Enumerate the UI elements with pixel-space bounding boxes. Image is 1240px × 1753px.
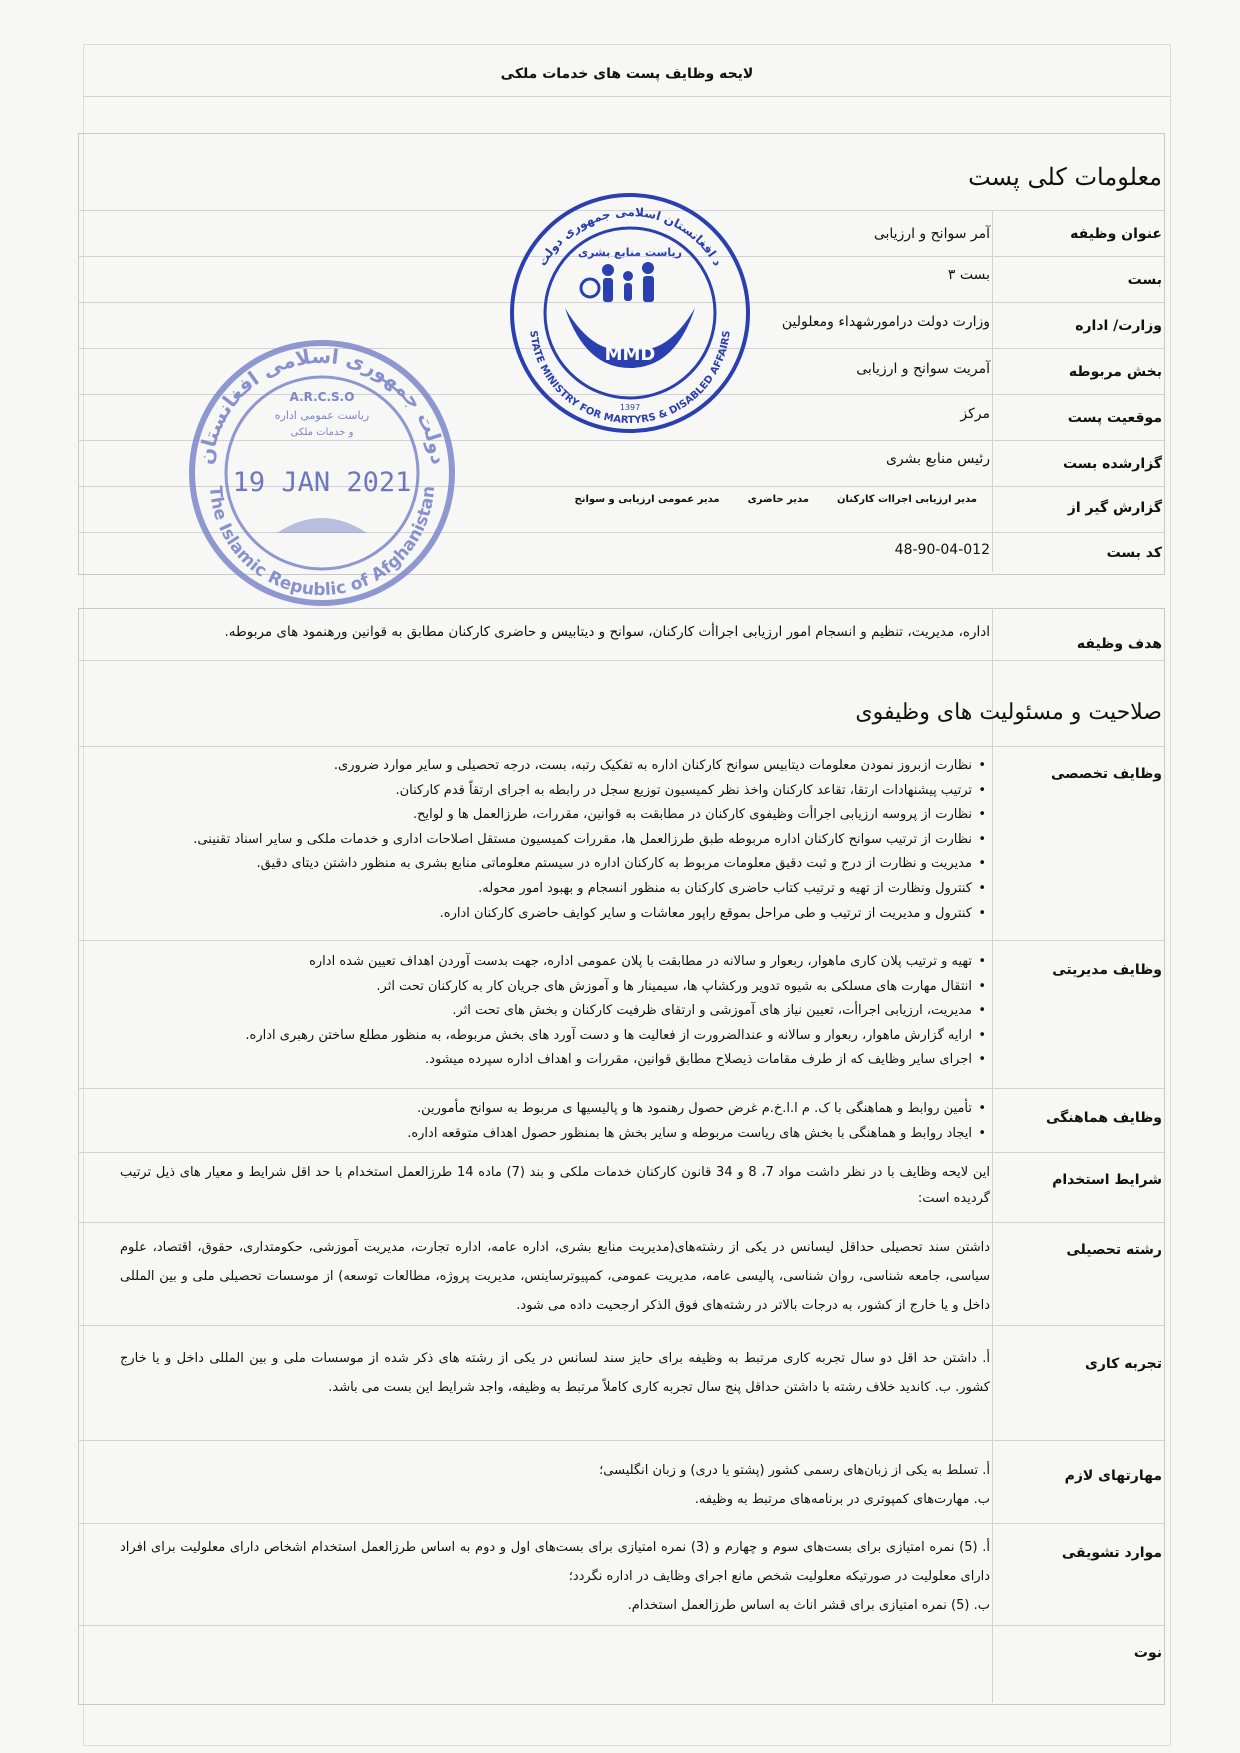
specialized-duties-label: وظایف تخصصی [1050, 766, 1162, 782]
duty-item: • کنترول ونظارت از تهیه و ترتیب کتاب حاضری کارکنان به منظور انسجام و بهبود امور محوله. [92, 877, 972, 902]
seal-top-text: د افغانستان اسلامی جمهوری دولت [535, 204, 725, 269]
duty-item: • تهیه و ترتیب پلان کاری ماهوار، ربعوار و سالانه در مطابقت با پلان عمومی اداره، جهت بدست آوردن اهداف تعیین شده اداره [92, 950, 972, 975]
duty-item: • ایجاد روابط و هماهنگی با بخش های ریاست مربوطه و سایر بخش ها بمنظور حصول اهداف متوقعه اداره. [92, 1122, 972, 1147]
duty-item: • نظارت از پروسه ارزیابی اجراأت وظیفوی کارکنان در مطابقت به قوانین، مقررات، طرزالعمل ها و لوایح. [92, 803, 972, 828]
resp-column-divider [992, 608, 993, 1703]
field-value-department: آمریت سوانح و ارزیابی [856, 361, 990, 377]
specialized-duties-list [92, 754, 990, 926]
resp-row-divider [78, 1152, 1164, 1153]
field-label-grade: بست [1127, 272, 1162, 288]
field-label-job-title: عنوان وظیفه [1070, 226, 1162, 242]
date-stamp [182, 333, 462, 613]
field-value-post-code: 48-90-04-012 [894, 542, 990, 558]
field-value-location: مرکز [960, 406, 990, 422]
resp-row-divider [78, 940, 1164, 941]
duty-item: • اجرای سایر وظایف که از طرف مقامات ذیصلاح مطابق قوانین، مقررات و اهداف اداره سپرده میشود. [92, 1048, 972, 1073]
duty-item: • مدیریت و نظارت از درج و ثبت دقیق معلومات مربوط به کارکنان اداره در سیستم معلوماتی منابع بشری به منظور داشتن دیتای دقیق. [92, 852, 972, 877]
svg-text:دولت جمهوری اسلامی افغانستان [193, 344, 451, 466]
purpose-text: اداره، مدیریت، تنظیم و انسجام امور ارزیابی اجراأت کارکنان، سوانح و دیتابیس و حاضری کارکنان مطابق به قوانین ورهنمود های مربوطه. [224, 624, 990, 640]
resp-row-divider [78, 1222, 1164, 1223]
resp-row-divider [78, 1440, 1164, 1441]
responsibilities-title: صلاحیت و مسئولیت های وظیفوی [855, 700, 1162, 725]
conditions-text: این لایحه وظایف با در نظر داشت مواد 7، 8 و 34 قانون کارکنان خدمات ملکی و بند (7) ماده 14 طرزالعمل استخدام با حد اقل شرایط و معیار های ذیل ترتیب گردیده است: [120, 1165, 990, 1206]
date-stamp-line2: و خدمات ملکی [290, 427, 354, 438]
education-text: داشتن سند تحصیلی حداقل لیسانس در یکی از رشته‌های(مدیریت منابع بشری، اداره عامه، اداره تجارت، مدیریت آموزشی، حکومتداری، حقوق، اقتصاد، علوم سیاسی، جامعه شناسی، روان شناسی، پالیسی عامه، مدیریت عمومی، کمپیوترساینس، مدیریت پروژه، مطالعات توسعه) از موسسات تحصیلی ملی و بین المللی داخل و یا خارج از کشور، به درجات بالاتر در رشته‌های فوق الذکر ارجحیت داده می شود. [120, 1240, 990, 1313]
date-stamp-line1: ریاست عمومی اداره [274, 409, 370, 422]
education-label: رشته تحصیلی [1066, 1242, 1162, 1258]
seal-inner-text: ریاست منابع بشری [577, 246, 683, 259]
skills-label: مهارتهای لازم [1064, 1468, 1162, 1484]
reports-from-item: مدیر عمومی ارزیابی و سوانح [574, 494, 720, 505]
incentives-line: ب. (5) نمره امتیازی برای قشر اناث به اساس طرزالعمل استخدام. [627, 1598, 990, 1613]
purpose-label: هدف وظیفه [1076, 636, 1162, 652]
duty-item: • نظارت ازبروز نمودن معلومات دیتابیس سوانح کارکنان اداره به تفکیک رتبه، بست، درجه تحصیلی و سایر موارد ضروری. [92, 754, 972, 779]
emblem-icon [277, 518, 367, 533]
ministry-seal [505, 188, 755, 438]
date-stamp-date: 19 JAN 2021 [232, 467, 412, 498]
title-divider [83, 96, 1170, 97]
duty-item: • کنترول و مدیریت از ترتیب و طی مراحل بموقع راپور معاشات و سایر کوایف حاضری کارکنان اداره. [92, 902, 972, 927]
managerial-duties-label: وظایف مدیریتی [1052, 962, 1162, 978]
date-stamp-abbr: A.R.C.S.O [289, 390, 355, 404]
coordination-duties-label: وظایف هماهنگی [1045, 1110, 1162, 1126]
field-value-job-title: آمر سوانح و ارزیابی [873, 226, 990, 242]
field-label-ministry: وزارت/ اداره [1075, 318, 1162, 334]
reports-from-list [575, 494, 977, 505]
field-label-reports-to: گزارشده بست [1062, 456, 1162, 472]
skills-line: ب. مهارت‌های کمپوتری در برنامه‌های مرتبط به وظیفه. [694, 1492, 990, 1507]
experience-text: أ. داشتن حد اقل دو سال تجربه کاری مرتبط به وظیفه برای حایز سند لسانس در یکی از رشته های ذکر شده از موسسات ملی و بین المللی داخل و یا خارج کشور. ب. کاندید خلاف رشته با داشتن حداقل پنج سال تجربه کاری کاملاً مرتبط به وظیفه، واجد شرایط این بست می باشد. [120, 1351, 990, 1395]
field-label-location: موقعیت پست [1067, 410, 1162, 426]
general-info-title: معلومات کلی پست [968, 163, 1162, 191]
conditions-label: شرایط استخدام [1052, 1172, 1162, 1188]
duty-item: • نظارت از ترتیب سوانح کارکنان اداره مربوطه طبق طرزالعمل ها، مقررات کمیسیون مستقل اصلاحات اداری و خدمات ملکی و سایر اسناد تقنینی. [92, 828, 972, 853]
seal-year: 1397 [619, 403, 641, 412]
duty-item: • انتقال مهارت های مسلکی به شیوه تدویر ورکشاپ ها، سیمینار ها و آموزش های جریان کار به کارکنان تحت اثر. [92, 975, 972, 1000]
info-column-divider [992, 210, 993, 572]
managerial-duties-list [92, 950, 990, 1073]
field-value-grade: بست ۳ [947, 267, 990, 283]
experience-label: تجربه کاری [1085, 1356, 1162, 1372]
resp-row-divider [78, 1523, 1164, 1524]
svg-text:The Islamic Republic of Afghan [205, 485, 439, 600]
coordination-duties-list [92, 1097, 990, 1146]
incentives-line: أ. (5) نمره امتیازی برای بست‌های سوم و چهارم و (3) نمره امتیازی برای بست‌های اول و دوم به اساس طرزالعمل استخدام اشخاص دارای معلولیت برای افراد دارای معلولیت در صورتیکه معلولیت شخص مانع اجرای وظایف در اداره نگردد؛ [120, 1540, 990, 1584]
seal-outer-text: STATE MINISTRY FOR MARTYRS & DISABLED AFFAIRS [527, 329, 733, 427]
duty-item: • ترتیب پیشنهادات ارتقا، تقاعد کارکنان واخذ نظر کمیسیون توزیع سجل در رابطه به اجرای ارتقاً قدم کارکنان. [92, 779, 972, 804]
skills-line: أ. تسلط به یکی از زبان‌های رسمی کشور (پشتو یا دری) و زبان انگلیسی؛ [599, 1463, 990, 1478]
seal-logo: MMD [604, 344, 656, 365]
resp-row-divider [78, 1625, 1164, 1626]
duty-item: • مدیریت، ارزیابی اجراأت، تعیین نیاز های آموزشی و ارتقای ظرفیت کارکنان و بخش های تحت اثر. [92, 999, 972, 1024]
duty-item: • تأمین روابط و هماهنگی با ک. م ا.ا.خ.م غرض حصول رهنمود ها و پالیسیها ی مربوط به سوانح مأمورین. [92, 1097, 972, 1122]
field-label-post-code: کد بست [1106, 545, 1162, 561]
note-label: نوت [1133, 1645, 1162, 1661]
duty-item: • ارایه گزارش ماهوار، ربعوار و سالانه و عندالضرورت از فعالیت ها و دست آورد های بخش مربوطه، به منظور مطلع ساختن رهبری اداره. [92, 1024, 972, 1049]
document-title: لایحه وظایف پست های خدمات ملکی [500, 66, 754, 82]
field-label-department: بخش مربوطه [1068, 364, 1162, 380]
date-stamp-bottom-text: The Islamic Republic of Afghanistan [204, 485, 440, 601]
resp-row-divider [78, 1325, 1164, 1326]
resp-row-divider [78, 660, 1164, 661]
family-icon [581, 262, 654, 302]
date-stamp-top-text: دولت جمهوری اسلامی افغانستان [193, 343, 451, 466]
reports-from-item: مدیر ارزیابی اجراات کارکنان [837, 494, 977, 505]
incentives-label: موارد تشویقی [1061, 1545, 1162, 1561]
field-label-reports-from: گزارش گیر از [1067, 500, 1162, 516]
field-value-ministry: وزارت دولت درامورشهداء ومعلولین [781, 314, 990, 330]
reports-from-item: مدیر حاضری [747, 494, 809, 505]
field-value-reports-to: رئیس منابع بشری [885, 451, 990, 467]
resp-row-divider [78, 1088, 1164, 1089]
resp-row-divider [78, 746, 1164, 747]
